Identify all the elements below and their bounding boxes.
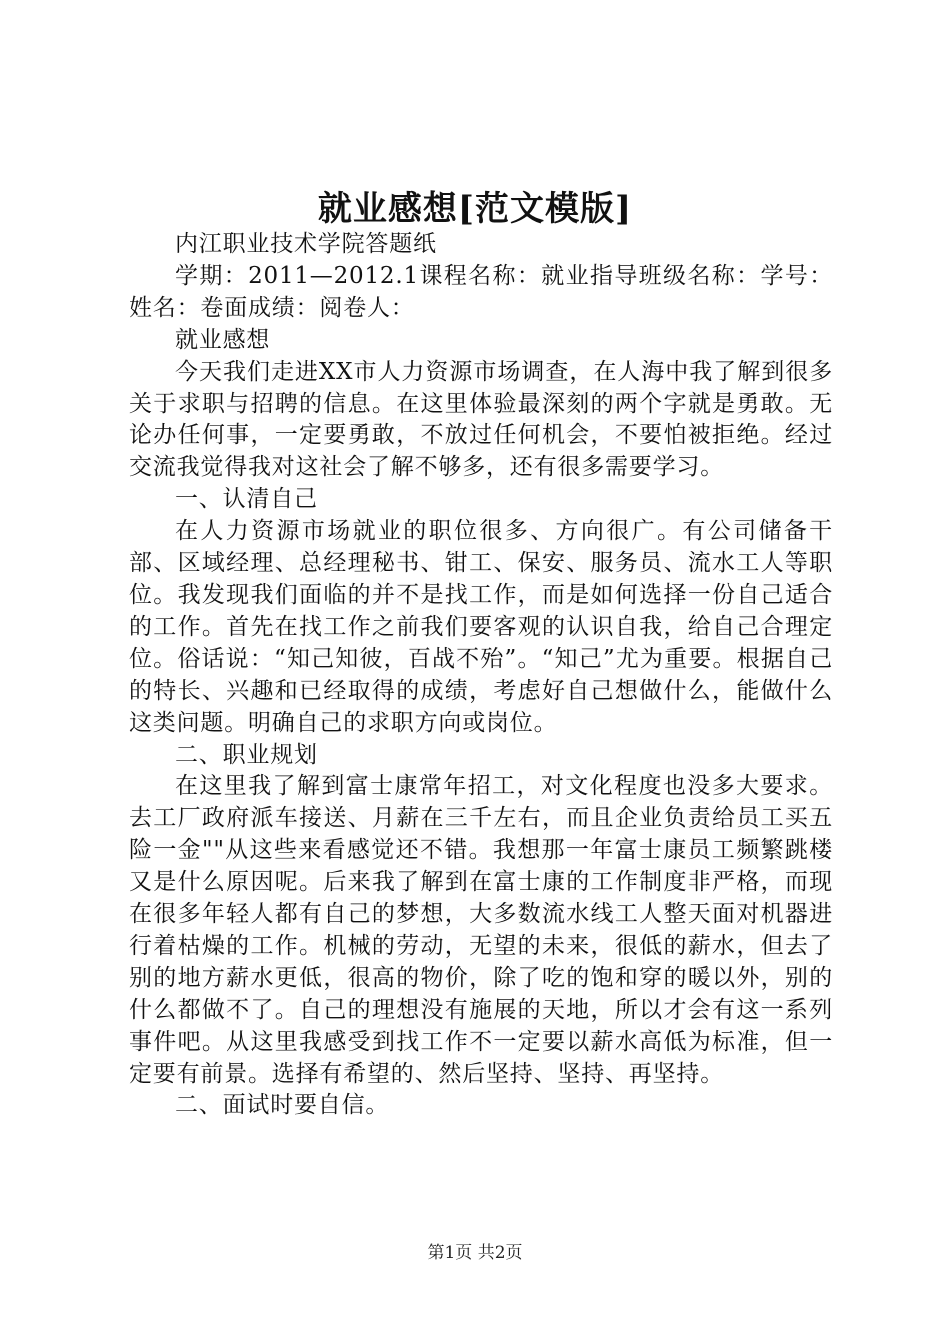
section-heading-3: 二、面试时要自信。 <box>175 1092 390 1119</box>
page-number-footer: 第1页 共2页 <box>427 1243 523 1263</box>
section-heading-1: 一、认清自己 <box>175 486 318 513</box>
paragraph-exam-info: 学期：2011—2012.1课程名称：就业指导班级名称：学号：姓名：卷面成绩：阅卷人： <box>129 262 833 321</box>
paragraph-subtitle: 就业感想 <box>175 326 271 353</box>
paragraph-section-2: 在这里我了解到富士康常年招工，对文化程度也没多大要求。去工厂政府派车接送、月薪在三千左右，而且企业负责给员工买五险一金""从这些来看感觉还不错。我想那一年富士康员工频繁跳楼又是什么原因呢。后来我了解到在富士康的工作制度非严格，而现在很多年轻人都有自己的梦想，大多数流水线工人整天面对机器进行着枯燥的工作。机械的劳动，无望的未来，很低的薪水，但去了别的地方薪水更低，很高的物价，除了吃的饱和穿的暖以外，别的什么都做不了。自己的理想没有施展的天地，所以才会有这一系列事件吧。从这里我感受到找工作不一定要以薪水高低为标准，但一定要有前景。选择有希望的、然后坚持、坚持、再坚持。 <box>129 773 833 1087</box>
document-body <box>129 229 833 1122</box>
paragraph-intro: 今天我们走进XX市人力资源市场调查，在人海中我了解到很多关于求职与招聘的信息。在这里体验最深刻的两个字就是勇敢。无论办任何事，一定要勇敢，不放过任何机会，不要怕被拒绝。经过交流我觉得我对这社会了解不够多，还有很多需要学习。 <box>129 358 833 481</box>
paragraph-school: 内江职业技术学院答题纸 <box>175 231 437 257</box>
paragraph-section-1: 在人力资源市场就业的职位很多、方向很广。有公司储备干部、区域经理、总经理秘书、钳工、保安、服务员、流水工人等职位。我发现我们面临的并不是找工作，而是如何选择一份自己适合的工作。首先在找工作之前我们要客观的认识自我，给自己合理定位。俗话说：“知己知彼，百战不殆”。“知己”尤为重要。根据自己的特长、兴趣和已经取得的成绩，考虑好自己想做什么，能做什么这类问题。明确自己的求职方向或岗位。 <box>129 518 833 736</box>
section-heading-2: 二、职业规划 <box>175 741 318 768</box>
document-title: 就业感想[范文模版] <box>317 189 633 229</box>
